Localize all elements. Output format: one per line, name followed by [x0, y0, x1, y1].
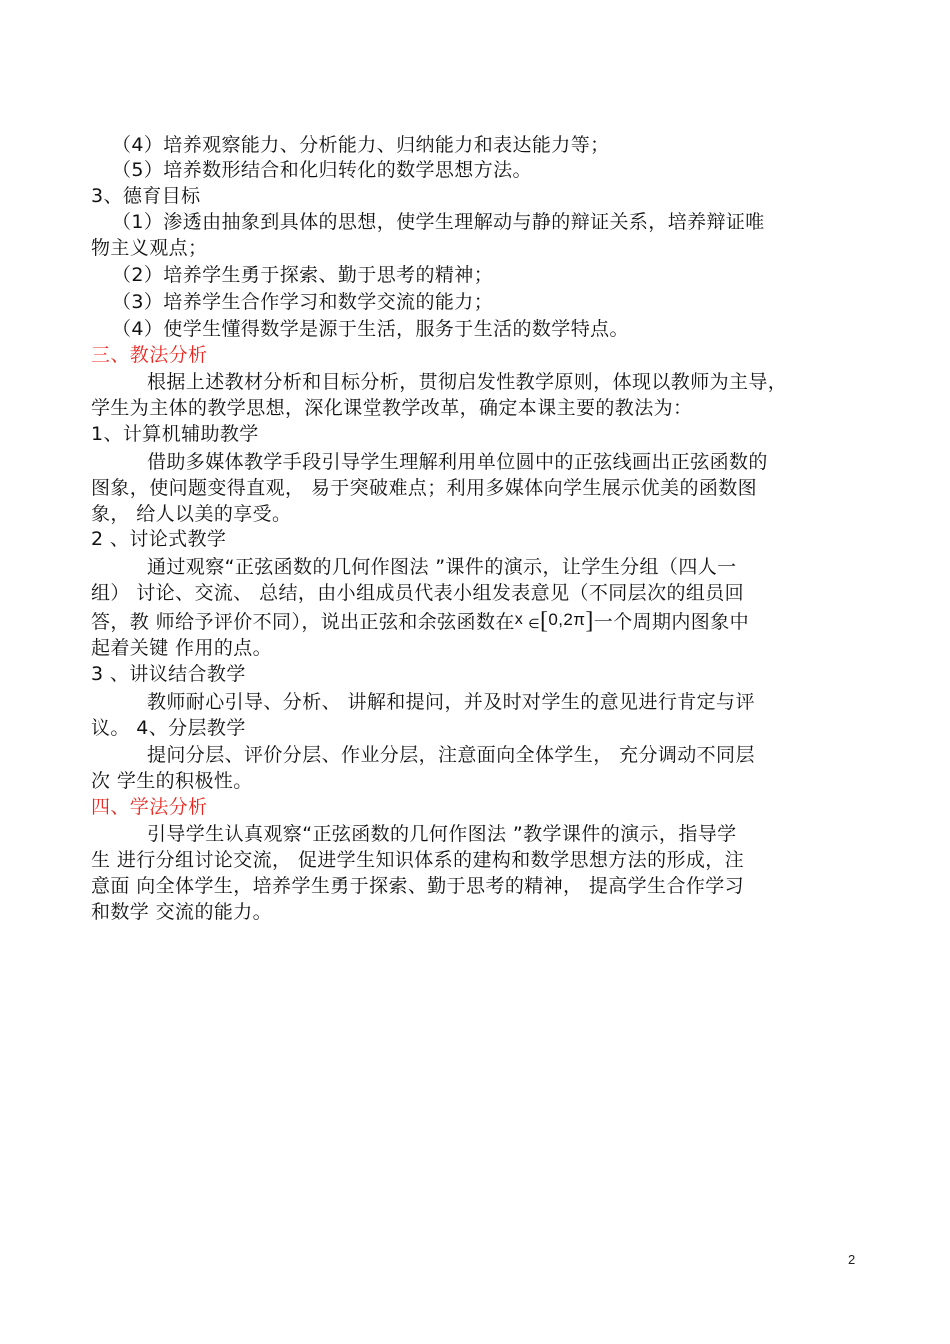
method-1-heading: 1、计算机辅助教学: [91, 423, 259, 445]
math-left-bracket: [: [540, 608, 549, 634]
moral-item-3: （3）培养学生合作学习和数学交流的能力；: [112, 291, 494, 313]
moral-goal-heading: 3、德育目标: [91, 185, 201, 207]
math-right-bracket: ]: [585, 608, 594, 634]
learning-line-3: 意面 向全体学生，培养学生勇于探索、勤于思考的精神， 提高学生合作学习: [91, 875, 745, 897]
teaching-intro-line-2: 学生为主体的教学思想，深化课堂教学改革，确定本课主要的教法为：: [91, 397, 693, 419]
method-2-line-1: 通过观察“正弦函数的几何作图法 ”课件的演示，让学生分组（四人一: [147, 556, 737, 578]
method-1-line-1: 借助多媒体教学手段引导学生理解利用单位圆中的正弦线画出正弦函数的: [147, 451, 768, 473]
method-2-line-4: 起着关键 作用的点。: [91, 637, 273, 659]
learning-line-2: 生 进行分组讨论交流， 促进学生知识体系的建构和数学思想方法的形成，注: [91, 849, 745, 871]
method-3-line-2: 议。 4、分层教学: [91, 717, 246, 739]
ability-item-4: （4）培养观察能力、分析能力、归纳能力和表达能力等；: [112, 134, 610, 156]
learning-line-1: 引导学生认真观察“正弦函数的几何作图法 ”教学课件的演示，指导学: [147, 823, 737, 845]
method-3-heading: 3 、讲议结合教学: [91, 663, 246, 685]
method-4-line-2: 次 学生的积极性。: [91, 770, 253, 792]
method-2-line-2: 组） 讨论、交流、 总结，由小组成员代表小组发表意见（不同层次的组员回: [91, 582, 745, 604]
method-2-line-3-text-b: 一个周期内图象中: [593, 611, 749, 633]
method-1-line-3: 象， 给人以美的享受。: [91, 503, 292, 525]
method-4-line-1: 提问分层、评价分层、作业分层，注意面向全体学生， 充分调动不同层: [147, 744, 755, 766]
moral-item-4: （4）使学生懂得数学是源于生活，服务于生活的数学特点。: [112, 318, 629, 340]
section-heading-learning-methods: 四、学法分析: [91, 796, 208, 818]
page-number: 2: [848, 1252, 856, 1267]
math-variable-x: x: [514, 611, 524, 628]
math-range: 0,2π: [548, 610, 586, 629]
moral-item-1-cont: 物主义观点；: [91, 237, 208, 259]
method-1-line-2: 图象，使问题变得直观， 易于突破难点；利用多媒体向学生展示优美的函数图: [91, 477, 758, 499]
learning-line-4: 和数学 交流的能力。: [91, 901, 273, 923]
ability-item-5: （5）培养数形结合和化归转化的数学思想方法。: [112, 159, 532, 181]
math-expression: [514, 608, 594, 634]
teaching-intro-line-1: 根据上述教材分析和目标分析，贯彻启发性教学原则，体现以教师为主导，: [147, 371, 788, 393]
math-element-of-symbol: ∈: [528, 616, 541, 631]
moral-item-1: （1）渗透由抽象到具体的思想，使学生理解动与静的辩证关系，培养辩证唯: [112, 211, 765, 233]
method-2-line-3: [91, 609, 749, 636]
method-2-line-3-text-a: 答，教 师给予评价不同），说出正弦和余弦函数在: [91, 611, 515, 633]
method-2-heading: 2 、讨论式教学: [91, 528, 227, 550]
moral-item-2: （2）培养学生勇于探索、勤于思考的精神；: [112, 264, 494, 286]
section-heading-teaching-methods: 三、教法分析: [91, 344, 208, 366]
method-3-line-1: 教师耐心引导、分析、 讲解和提问，并及时对学生的意见进行肯定与评: [147, 691, 755, 713]
